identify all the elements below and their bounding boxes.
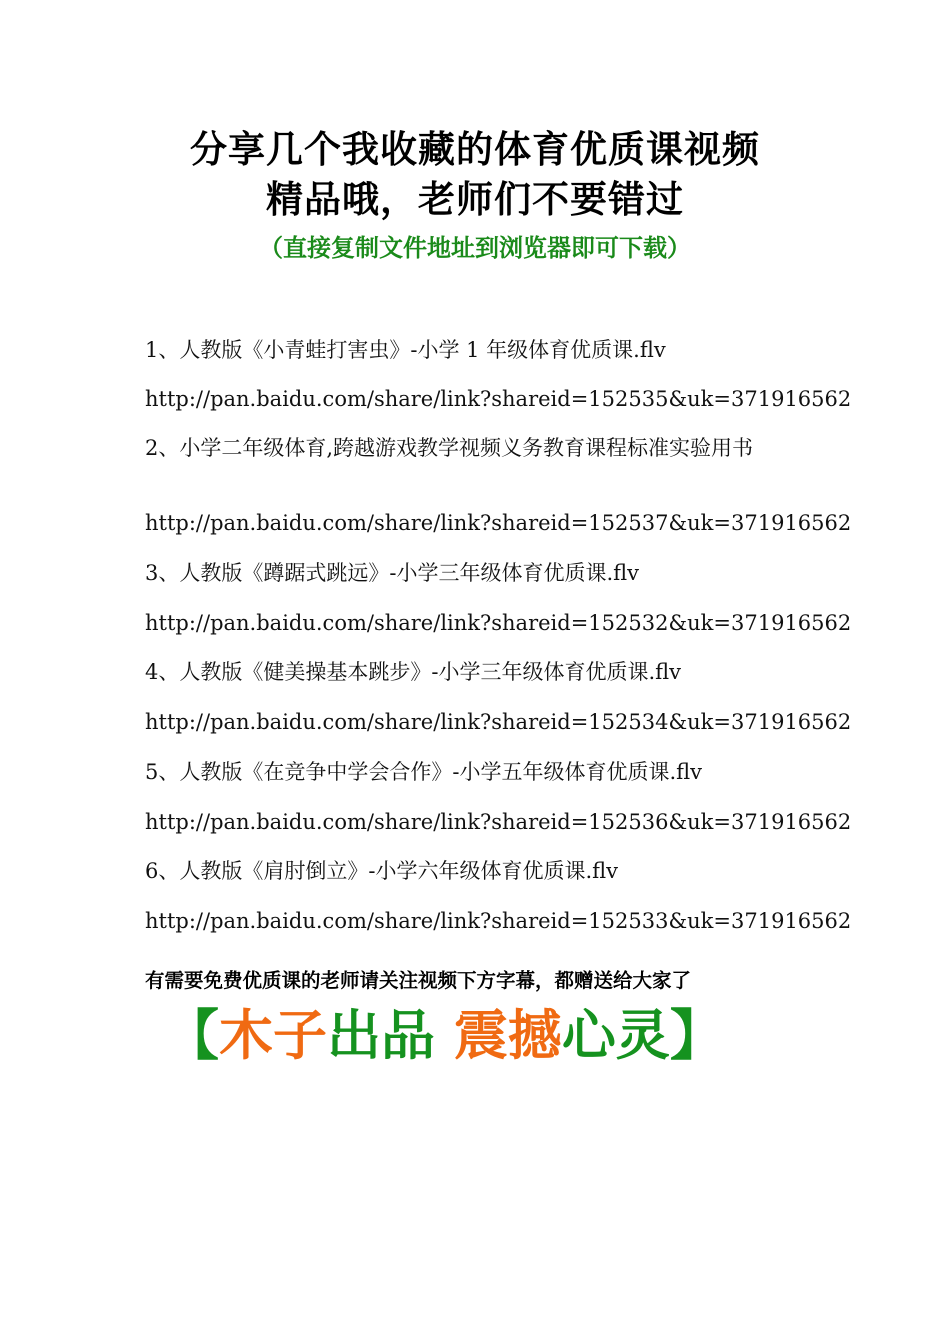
video-item-1-link[interactable]: http://pan.baidu.com/share/link?shareid=152535&uk=371916562 — [145, 387, 852, 411]
brand-bracket-open: 【 — [165, 1004, 219, 1067]
video-item-3-link[interactable]: http://pan.baidu.com/share/link?shareid=152532&uk=371916562 — [145, 611, 852, 635]
video-item-5-link[interactable]: http://pan.baidu.com/share/link?shareid=152536&uk=371916562 — [145, 810, 852, 834]
page-title-line-2: 精品哦，老师们不要错过 — [266, 178, 684, 221]
video-item-2-title: 2、小学二年级体育,跨越游戏教学视频义务教育课程标准实验用书 — [145, 436, 754, 460]
brand-part-xinling: 心灵 — [561, 1004, 670, 1067]
page-subtitle: （直接复制文件地址到浏览器即可下载） — [259, 234, 691, 262]
video-item-6-title: 6、人教版《肩肘倒立》-小学六年级体育优质课.flv — [145, 859, 619, 883]
video-item-1-title: 1、人教版《小青蛙打害虫》-小学 1 年级体育优质课.flv — [145, 338, 666, 362]
page-title-line-1: 分享几个我收藏的体育优质课视频 — [190, 128, 760, 171]
video-item-3-title: 3、人教版《蹲踞式跳远》-小学三年级体育优质课.flv — [145, 561, 640, 585]
brand-bracket-close: 】 — [669, 1004, 724, 1067]
brand-banner — [165, 1002, 724, 1070]
video-item-5-title: 5、人教版《在竞争中学会合作》-小学五年级体育优质课.flv — [145, 760, 703, 784]
footer-note: 有需要免费优质课的老师请关注视频下方字幕，都赠送给大家了 — [145, 969, 692, 992]
brand-part-chupin: 出品 — [327, 1004, 454, 1067]
video-item-2-link[interactable]: http://pan.baidu.com/share/link?shareid=152537&uk=371916562 — [145, 511, 852, 535]
video-item-4-link[interactable]: http://pan.baidu.com/share/link?shareid=152534&uk=371916562 — [145, 710, 852, 734]
brand-part-muzi: 木子 — [219, 1004, 327, 1067]
video-item-6-link[interactable]: http://pan.baidu.com/share/link?shareid=152533&uk=371916562 — [145, 909, 852, 933]
brand-part-zhenhan: 震撼 — [453, 1004, 562, 1067]
video-item-4-title: 4、人教版《健美操基本跳步》-小学三年级体育优质课.flv — [145, 660, 682, 684]
